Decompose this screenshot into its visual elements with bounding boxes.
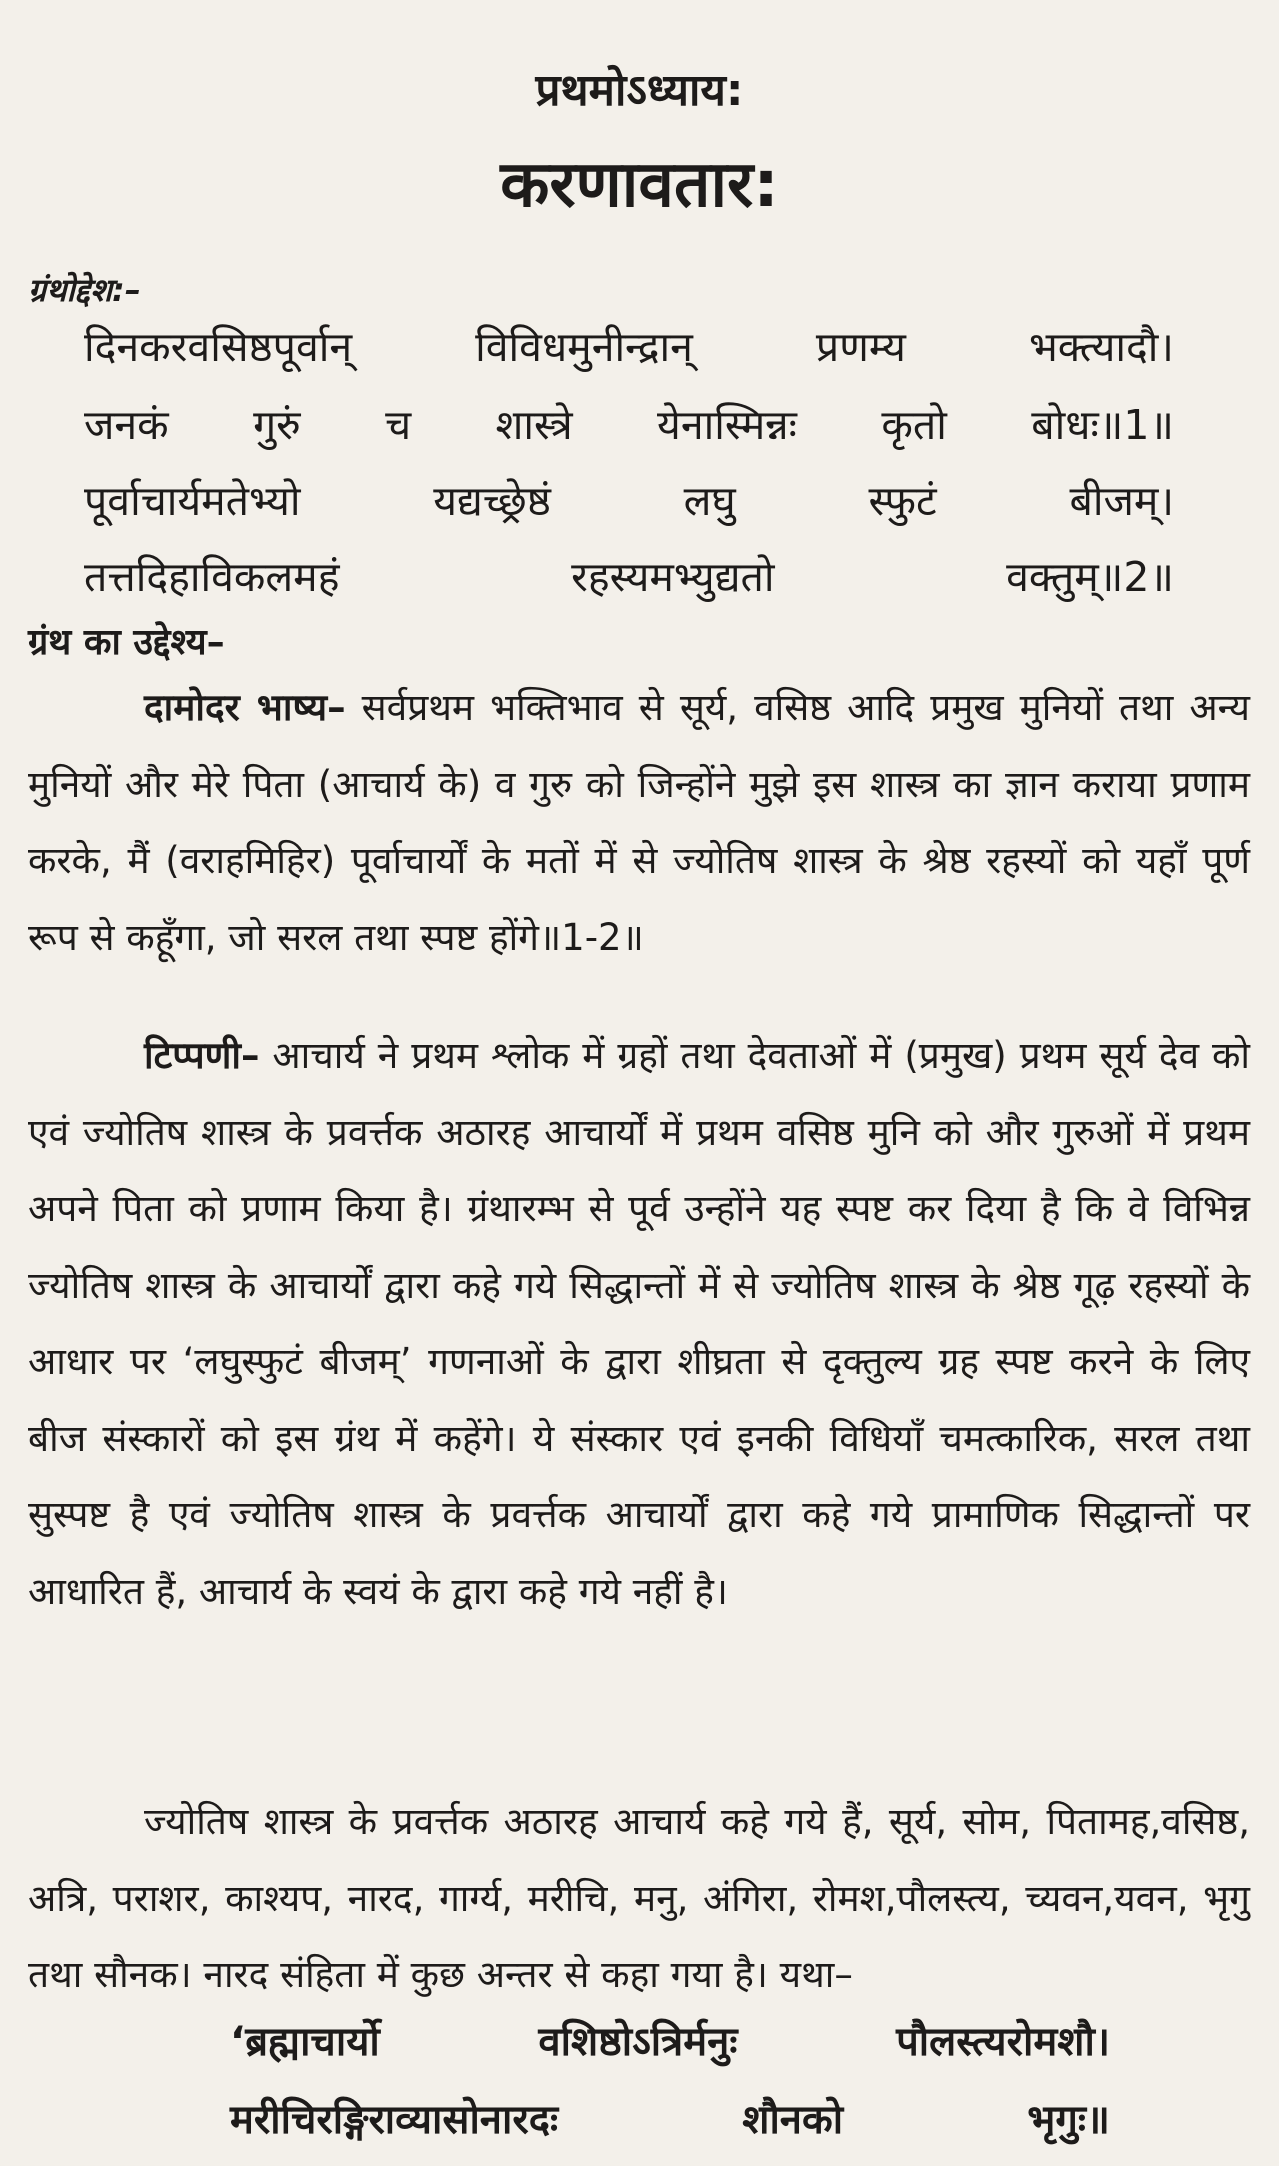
verse-word: गुरुं [253,401,301,449]
sloka-line-2 [230,2090,1110,2145]
note-paragraph [28,1018,1250,1630]
commentary-paragraph [28,670,1250,976]
acharyas-paragraph: ज्योतिष शास्त्र के प्रवर्त्तक अठारह आचार्य कहे गये हैं, सूर्य, सोम, पितामह,वसिष्ठ, अत्रि, पराशर, काश्यप, नारद, गार्ग्य, मरीचि, मनु, अंगिरा, रोमश,पौलस्त्य, च्यवन,यवन, भृगु तथा सौनक। नारद संहिता में कुछ अन्तर से कहा गया है। यथा– [28,1800,1250,1996]
verse-word: शास्त्रे [495,401,573,449]
sloka-word: वशिष्ठोऽत्रिर्मनुः [538,2019,738,2065]
verse-word: प्रणम्य [815,323,906,371]
sloka-word: मरीचिरङ्गिराव्यासोनारदः [230,2097,559,2143]
verse-word: येनास्मिन्नः [657,401,797,449]
sloka-word: पौलस्त्यरोमशौ। [896,2019,1110,2065]
commentary-text: सर्वप्रथम भक्तिभाव से सूर्य, वसिष्ठ आदि प्रमुख मुनियों तथा अन्य मुनियों और मेरे पिता (आचार्य के) व गुरु को जिन्होंने मुझे इस शास्त्र का ज्ञान कराया प्रणाम करके, मैं (वराहमिहिर) पूर्वाचार्यों के मतों में से ज्योतिष शास्त्र के श्रेष्ठ रहस्यों को यहाँ पूर्ण रूप से कहूँगा, जो सरल तथा स्पष्ट होंगे॥1-2॥ [28,686,1251,959]
sloka-line-1 [230,2012,1110,2067]
verse-line-3 [84,472,1174,528]
commentary-label: दामोदर भाष्य– [144,686,346,729]
verse-word: लघु [683,477,736,525]
verse-word: यद्यच्छ्रेष्ठं [433,477,551,525]
note-label: टिप्पणी– [144,1034,260,1077]
chapter-label: प्रथमोऽध्याय: [535,65,744,116]
verse-line-1 [84,318,1174,374]
verse-word: बोधः॥1॥ [1031,401,1174,449]
verse-word: बीजम्। [1069,477,1174,525]
verse-line-2 [84,396,1174,452]
sloka-word: ‘ब्रह्माचार्यो [230,2019,380,2065]
section-heading-purpose: ग्रंथ का उद्देश्य– [28,622,225,663]
verse-word: दिनकरवसिष्ठपूर्वान् [84,323,353,371]
verse-word: जनकं [84,401,169,449]
verse-word: पूर्वाचार्यमतेभ्यो [84,477,301,525]
sloka-word: भृगुः॥ [1027,2097,1110,2143]
verse-word: रहस्यमभ्युद्यतो [571,553,775,601]
verse-word: स्फुटं [868,477,937,525]
sloka-word: शौनको [742,2097,844,2143]
verse-word: विविधमुनीन्द्रान् [475,323,693,371]
section-heading-purpose-verse: ग्रंथोद्देश:– [28,271,141,309]
verse-word: तत्तदिहाविकलमहं [84,553,340,601]
note-text: आचार्य ने प्रथम श्लोक में ग्रहों तथा देवताओं में (प्रमुख) प्रथम सूर्य देव को एवं ज्योतिष शास्त्र के प्रवर्त्तक अठारह आचार्यों में प्रथम वसिष्ठ मुनि को और गुरुओं में प्रथम अपने पिता को प्रणाम किया है। ग्रंथारम्भ से पूर्व उन्होंने यह स्पष्ट कर दिया है कि वे विभिन्न ज्योतिष शास्त्र के आचार्यों द्वारा कहे गये सिद्धान्तों में से ज्योतिष शास्त्र के श्रेष्ठ गूढ़ रहस्यों के आधार पर ‘लघुस्फुटं बीजम्’ गणनाओं के द्वारा शीघ्रता से दृक्तुल्य ग्रह स्पष्ट करने के लिए बीज संस्कारों को इस ग्रंथ में कहेंगे। ये संस्कार एवं इनकी विधियाँ चमत्कारिक, सरल तथा सुस्पष्ट है एवं ज्योतिष शास्त्र के प्रवर्त्तक आचार्यों द्वारा कहे गये प्रामाणिक सिद्धान्तों पर आधारित हैं, आचार्य के स्वयं के द्वारा कहे गये नहीं है। [28,1034,1250,1613]
chapter-title: करणावतार: [500,148,779,222]
verse-word: भक्त्यादौ। [1028,323,1174,371]
verse-word: कृतो [881,401,947,449]
verse-word: च [385,401,412,449]
verse-line-4 [84,548,1174,604]
verse-word: वक्तुम्॥2॥ [1006,553,1174,601]
